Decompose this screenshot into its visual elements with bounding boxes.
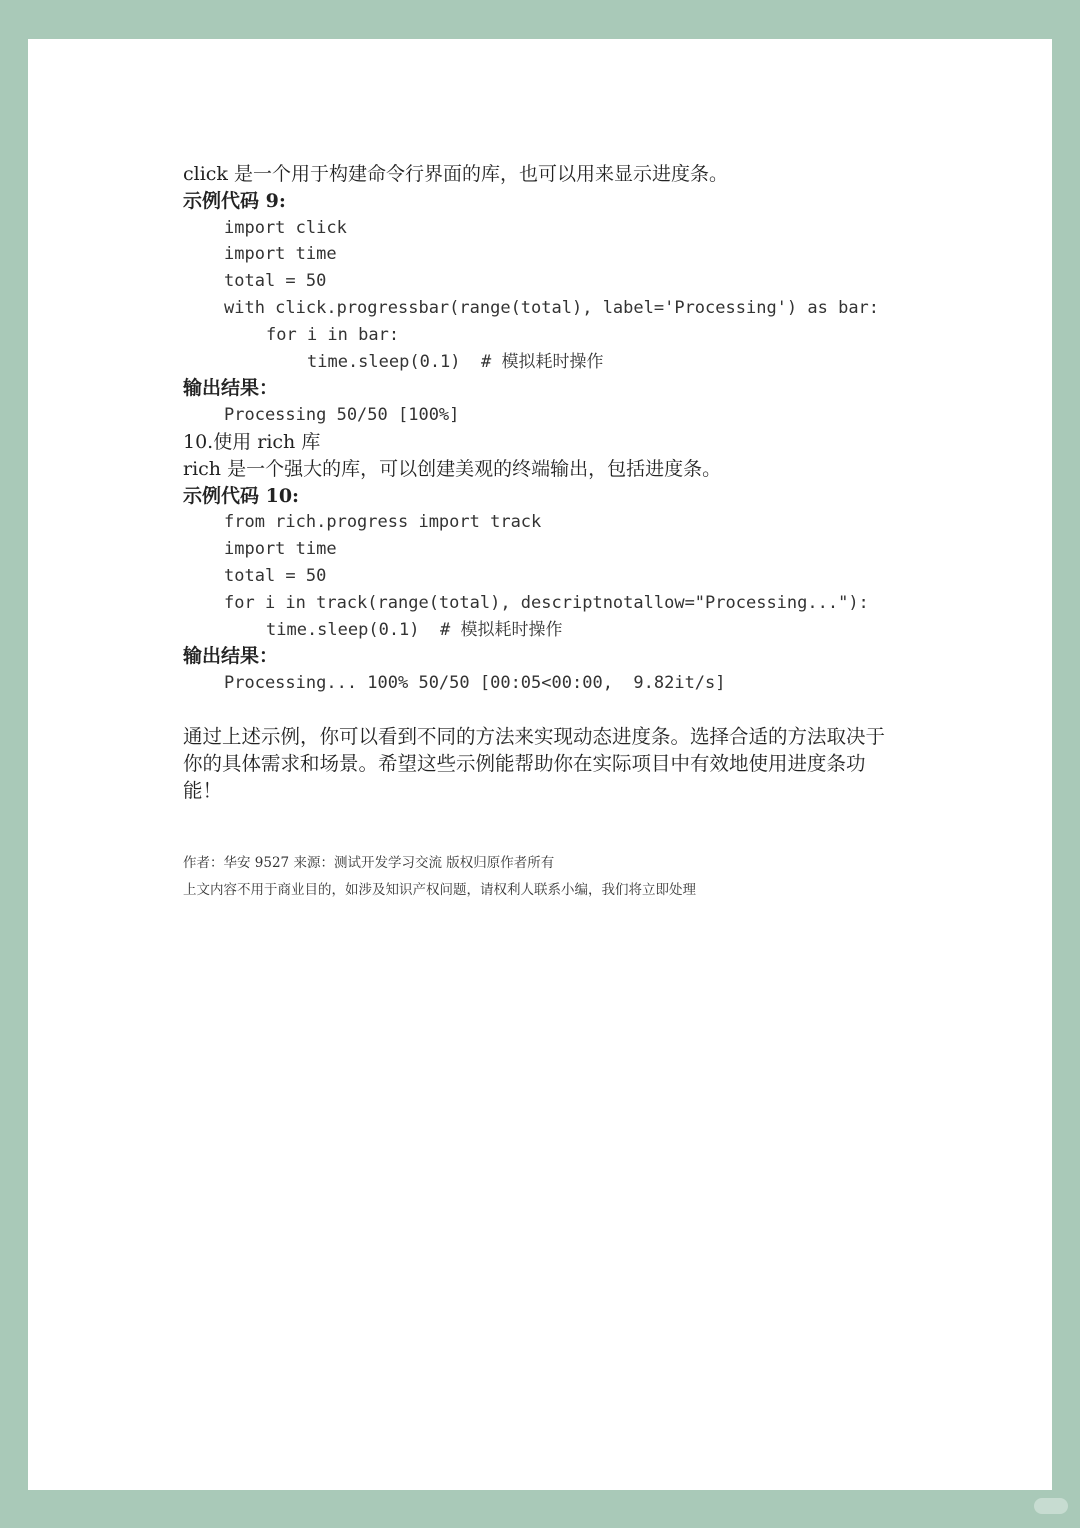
intro-text: click 是一个用于构建命令行界面的库，也可以用来显示进度条。 xyxy=(183,163,728,185)
code-line: from rich.progress import track xyxy=(224,512,542,533)
footer-disclaimer: 上文内容不用于商业目的，如涉及知识产权问题，请权利人联系小编，我们将立即处理 xyxy=(183,881,696,898)
code-line: import click xyxy=(224,217,347,238)
example9-output-heading: 输出结果： xyxy=(183,377,279,400)
code-line: with click.progressbar(range(total), label='Processing') as bar: xyxy=(224,297,880,318)
conclusion-paragraph: 通过上述示例，你可以看到不同的方法来实现动态进度条。选择合适的方法取决于你的具体需求和场景。希望这些示例能帮助你在实际项目中有效地使用进度条功能！ xyxy=(183,724,886,802)
example10-heading: 示例代码 10: xyxy=(183,484,300,507)
example10-code-block xyxy=(183,509,923,643)
section10-title: 10.使用 rich 库 xyxy=(183,430,321,453)
example9-code-block xyxy=(183,215,923,376)
footer xyxy=(183,850,923,904)
section10-description: rich 是一个强大的库，可以创建美观的终端输出，包括进度条。 xyxy=(183,457,722,480)
code-line: for i in bar: xyxy=(266,324,400,345)
watermark-badge xyxy=(1034,1498,1068,1514)
example9-output: Processing 50/50 [100%] xyxy=(224,405,460,426)
footer-author-line: 作者：华安 9527 来源：测试开发学习交流 版权归原作者所有 xyxy=(183,854,555,871)
document-page xyxy=(28,39,1052,1490)
code-line: total = 50 xyxy=(224,271,327,292)
document-content xyxy=(183,161,923,904)
code-line: import time xyxy=(224,244,337,265)
code-line: time.sleep(0.1) # 模拟耗时操作 xyxy=(307,351,604,372)
code-line: total = 50 xyxy=(224,565,327,586)
example10-output-heading: 输出结果： xyxy=(183,645,279,668)
code-line: time.sleep(0.1) # 模拟耗时操作 xyxy=(266,619,563,640)
example10-output: Processing... 100% 50/50 [00:05<00:00, 9.82it/s] xyxy=(224,673,726,694)
code-line: import time xyxy=(224,539,337,560)
code-line: for i in track(range(total), descriptnotallow="Processing..."): xyxy=(224,592,869,613)
spacer xyxy=(183,697,923,723)
example9-heading: 示例代码 9: xyxy=(183,189,286,212)
